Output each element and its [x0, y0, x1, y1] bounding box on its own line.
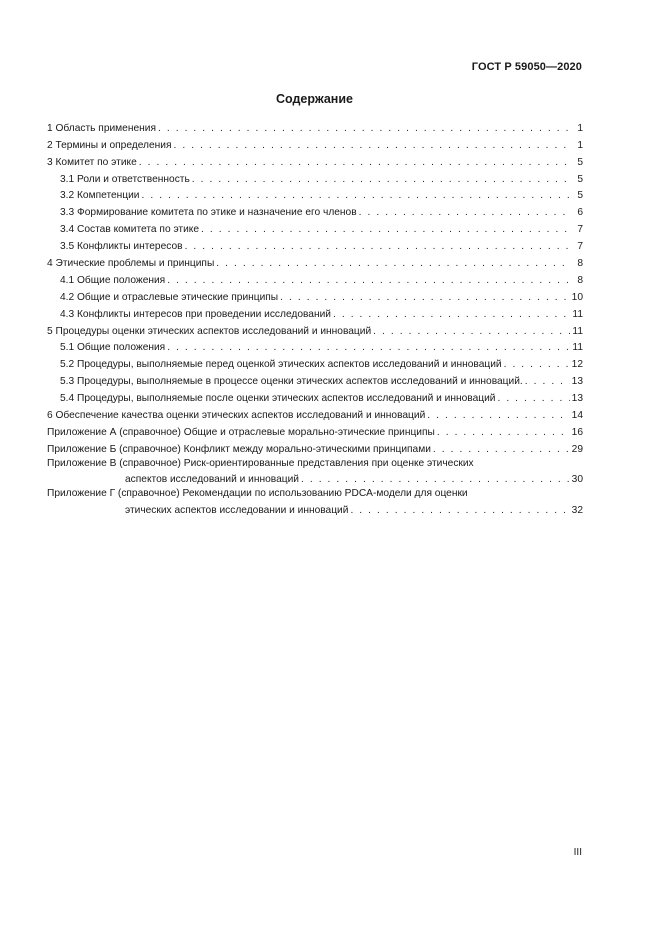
table-of-contents — [47, 117, 583, 516]
leader-dots — [158, 123, 571, 134]
toc-entry-page: 13 — [571, 393, 583, 405]
leader-dots — [433, 444, 570, 455]
toc-entry-appendix-g[interactable] — [47, 487, 583, 516]
toc-entry-page: 32 — [571, 504, 583, 516]
toc-entry-3[interactable] — [47, 151, 583, 168]
toc-entry-5-4[interactable] — [47, 387, 583, 404]
toc-entry-3-1[interactable] — [47, 168, 583, 185]
toc-entry-5[interactable] — [47, 320, 583, 337]
toc-entry-5-3[interactable] — [47, 370, 583, 387]
toc-entry-text: 3.2 Компетенции — [60, 190, 140, 202]
toc-entry-text: 4.2 Общие и отраслевые этические принципы — [60, 291, 279, 303]
leader-dots — [504, 359, 570, 370]
toc-entry-3-2[interactable] — [47, 185, 583, 202]
toc-entry-page: 13 — [571, 376, 583, 388]
leader-dots — [301, 474, 570, 485]
toc-entry-5-2[interactable] — [47, 353, 583, 370]
toc-entry-page: 1 — [577, 122, 583, 134]
toc-title: Содержание — [275, 92, 353, 106]
toc-entry-text: 4.1 Общие положения — [60, 274, 166, 286]
toc-entry-text: 4 Этические проблемы и принципы — [47, 258, 215, 270]
toc-entry-page: 5 — [577, 173, 583, 185]
toc-entry-5-1[interactable] — [47, 337, 583, 354]
toc-entry-page: 10 — [571, 291, 583, 303]
toc-entry-text: 3.4 Состав комитета по этике — [60, 224, 200, 236]
toc-entry-6[interactable] — [47, 404, 583, 421]
leader-dots — [173, 140, 571, 151]
toc-entry-3-4[interactable] — [47, 218, 583, 235]
leader-dots — [216, 258, 571, 269]
leader-dots — [201, 224, 571, 235]
toc-entry-2[interactable] — [47, 134, 583, 151]
page-number: III — [573, 847, 582, 858]
toc-entry-text-line1: Приложение Г (справочное) Рекомендации по использованию PDCA-модели для оценки — [47, 488, 468, 500]
toc-entry-text: 5.2 Процедуры, выполняемые перед оценкой этических аспектов исследований и инноваций — [60, 359, 502, 371]
leader-dots — [497, 393, 569, 404]
toc-entry-text: 5.3 Процедуры, выполняемые в процессе оценки этических аспектов исследований и инноваций. — [60, 376, 523, 388]
toc-entry-text: 3.3 Формирование комитета по этике и назначение его членов — [60, 207, 357, 219]
toc-entry-page: 7 — [577, 241, 583, 253]
toc-entry-page: 5 — [577, 156, 583, 168]
toc-entry-text-line1: Приложение В (справочное) Риск-ориентированные представления при оценке этических — [47, 457, 474, 469]
standard-code: ГОСТ Р 59050—2020 — [471, 61, 582, 73]
toc-entry-3-3[interactable] — [47, 201, 583, 218]
toc-entry-page: 11 — [572, 325, 583, 337]
toc-entry-text: 1 Область применения — [47, 122, 156, 134]
toc-entry-4[interactable] — [47, 252, 583, 269]
leader-dots — [359, 207, 571, 218]
leader-dots — [437, 427, 570, 438]
toc-entry-4-2[interactable] — [47, 286, 583, 303]
leader-dots — [373, 326, 570, 337]
toc-entry-text: 3.1 Роли и ответственность — [60, 173, 190, 185]
toc-entry-appendix-b[interactable] — [47, 438, 583, 455]
leader-dots — [333, 309, 570, 320]
toc-entry-page: 12 — [571, 359, 583, 371]
leader-dots — [192, 174, 571, 185]
toc-entry-text: Приложение А (справочное) Общие и отраслевые морально-этические принципы — [47, 426, 435, 438]
toc-entry-page: 6 — [577, 207, 583, 219]
toc-entry-page: 7 — [577, 224, 583, 236]
toc-entry-4-3[interactable] — [47, 303, 583, 320]
toc-entry-text: Приложение Б (справочное) Конфликт между морально-этическими принципами — [47, 443, 431, 455]
toc-entry-text-line2: аспектов исследований и инноваций — [125, 474, 299, 486]
leader-dots — [280, 292, 570, 303]
leader-dots — [167, 342, 570, 353]
toc-entry-text: 5.4 Процедуры, выполняемые после оценки этических аспектов исследований и инноваций — [60, 393, 496, 405]
leader-dots — [350, 505, 569, 516]
toc-entry-text-line2: этических аспектов исследовании и инноваций — [125, 504, 349, 516]
toc-entry-page: 8 — [577, 258, 583, 270]
toc-entry-page: 11 — [572, 308, 583, 320]
toc-entry-text: 6 Обеспечение качества оценки этических аспектов исследований и инноваций — [47, 410, 426, 422]
leader-dots — [427, 410, 569, 421]
toc-entry-text: 3.5 Конфликты интересов — [60, 241, 183, 253]
leader-dots — [185, 241, 571, 252]
toc-entry-appendix-a[interactable] — [47, 421, 583, 438]
toc-entry-page: 14 — [571, 410, 583, 422]
toc-entry-3-5[interactable] — [47, 235, 583, 252]
toc-entry-page: 11 — [572, 342, 583, 354]
toc-entry-page: 16 — [571, 426, 583, 438]
toc-entry-text: 3 Комитет по этике — [47, 156, 137, 168]
toc-entry-page: 29 — [571, 443, 583, 455]
toc-entry-page: 8 — [577, 274, 583, 286]
leader-dots — [139, 157, 571, 168]
toc-entry-page: 1 — [577, 139, 583, 151]
toc-entry-4-1[interactable] — [47, 269, 583, 286]
toc-entry-appendix-v[interactable] — [47, 457, 583, 486]
toc-entry-text: 5 Процедуры оценки этических аспектов исследований и инноваций — [47, 325, 372, 337]
leader-dots — [142, 190, 572, 201]
toc-entry-page: 5 — [577, 190, 583, 202]
leader-dots — [167, 275, 571, 286]
toc-entry-text: 2 Термины и определения — [47, 139, 172, 151]
leader-dots — [525, 376, 570, 387]
toc-entry-text: 5.1 Общие положения — [60, 342, 166, 354]
toc-entry-1[interactable] — [47, 117, 583, 134]
toc-entry-text: 4.3 Конфликты интересов при проведении исследований — [60, 308, 331, 320]
toc-entry-page: 30 — [571, 474, 583, 486]
